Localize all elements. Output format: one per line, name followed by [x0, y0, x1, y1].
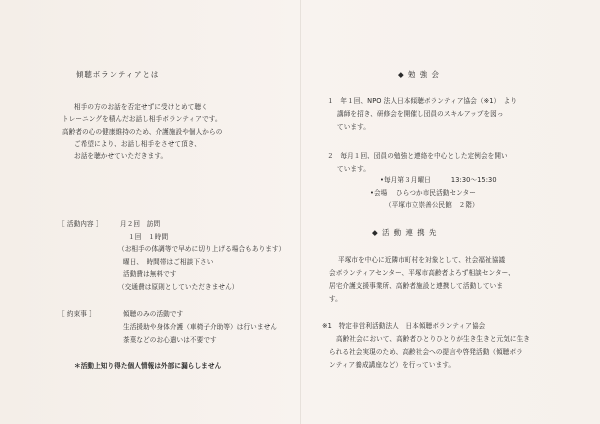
venue-label: •会場	[370, 189, 388, 197]
study-title: ◆ 勉 強 会	[398, 70, 440, 79]
study-line: ２ 毎月１回、団員の勉強と連絡を中心とした定例会を開い	[327, 152, 508, 160]
study-line: ています。	[337, 165, 370, 173]
contact-line: 会ボランティアセンター、平塚市高齢者よろず相談センター、	[329, 269, 515, 277]
activity-line: （お相手の体調等で早めに切り上げる場合もあります）	[118, 245, 286, 253]
intro-line: 高齢者の心の健康維持のため、介護施設や個人からの	[62, 128, 223, 136]
activity-line: 活動費は無料です	[123, 270, 177, 278]
promise-label: ［ 約束事 ］	[58, 310, 96, 318]
venue-sub: （平塚市立崇善公民館 ２階）	[385, 201, 479, 209]
contact-line: す。	[329, 295, 342, 303]
note-line: られる社会実現のため、高齢社会への提言や啓発活動（傾聴ボラ	[329, 348, 523, 356]
study-line: １ 年１回、NPO 法人日本傾聴ボランティア協会（※1） より	[327, 97, 518, 105]
contact-line: 居宅介護支援事業所、高齢者施設と連携して活動していま	[329, 282, 504, 290]
venue-name: ひらつか市民活動センター	[396, 189, 476, 197]
intro-line: トレーニングを積んだお話し相手ボランティアです。	[62, 115, 222, 123]
promise-line: 傾聴のみの活動です	[123, 310, 184, 318]
promise-line: 茶菓などのお心遣いは不要です	[123, 336, 217, 344]
note-line: ンティア養成講座など）を行っています。	[329, 361, 456, 369]
activity-line: 曜日、 時間帯はご相談下さい	[123, 258, 214, 266]
contact-line: 平塚市を中心に近隣市町村を対象として、社会福祉協議	[338, 256, 506, 264]
promise-line: 生活援助や身体介護（車椅子介助等）は行いません	[123, 323, 277, 331]
note-head: ※1 特定非営利活動法人 日本傾聴ボランティア協会	[322, 322, 486, 330]
contact-title: ◆ 活 動 連 携 先	[372, 228, 438, 237]
left-title: 傾聴ボランティアとは	[76, 70, 160, 79]
privacy-note: ＊活動上知り得た個人情報は外部に漏らしません	[74, 362, 222, 370]
study-line: 講師を招き、研修会を開催し団員のスキルアップを図っ	[337, 110, 504, 118]
note-line: 高齢社会において、高齢者ひとりひとりが生き生きと元気に生き	[336, 335, 530, 343]
intro-line: 相手の方のお話を否定せずに受けとめて聴く	[74, 103, 208, 111]
study-line: ています。	[337, 123, 370, 131]
intro-line: ご希望により、お話し相手をさせて頂き、	[74, 140, 201, 148]
fold-line	[300, 0, 301, 424]
activity-line: 月２回 訪問	[120, 220, 161, 228]
intro-line: お話を聴かせていただきます。	[74, 152, 168, 160]
activity-label: ［ 活動内容 ］	[58, 220, 103, 228]
activity-line: １回 １時間	[128, 233, 169, 241]
activity-line: （交通費は原則としていただきません）	[118, 283, 239, 291]
meeting-day: •毎月第３月曜日 13:30～15:30	[380, 176, 497, 184]
